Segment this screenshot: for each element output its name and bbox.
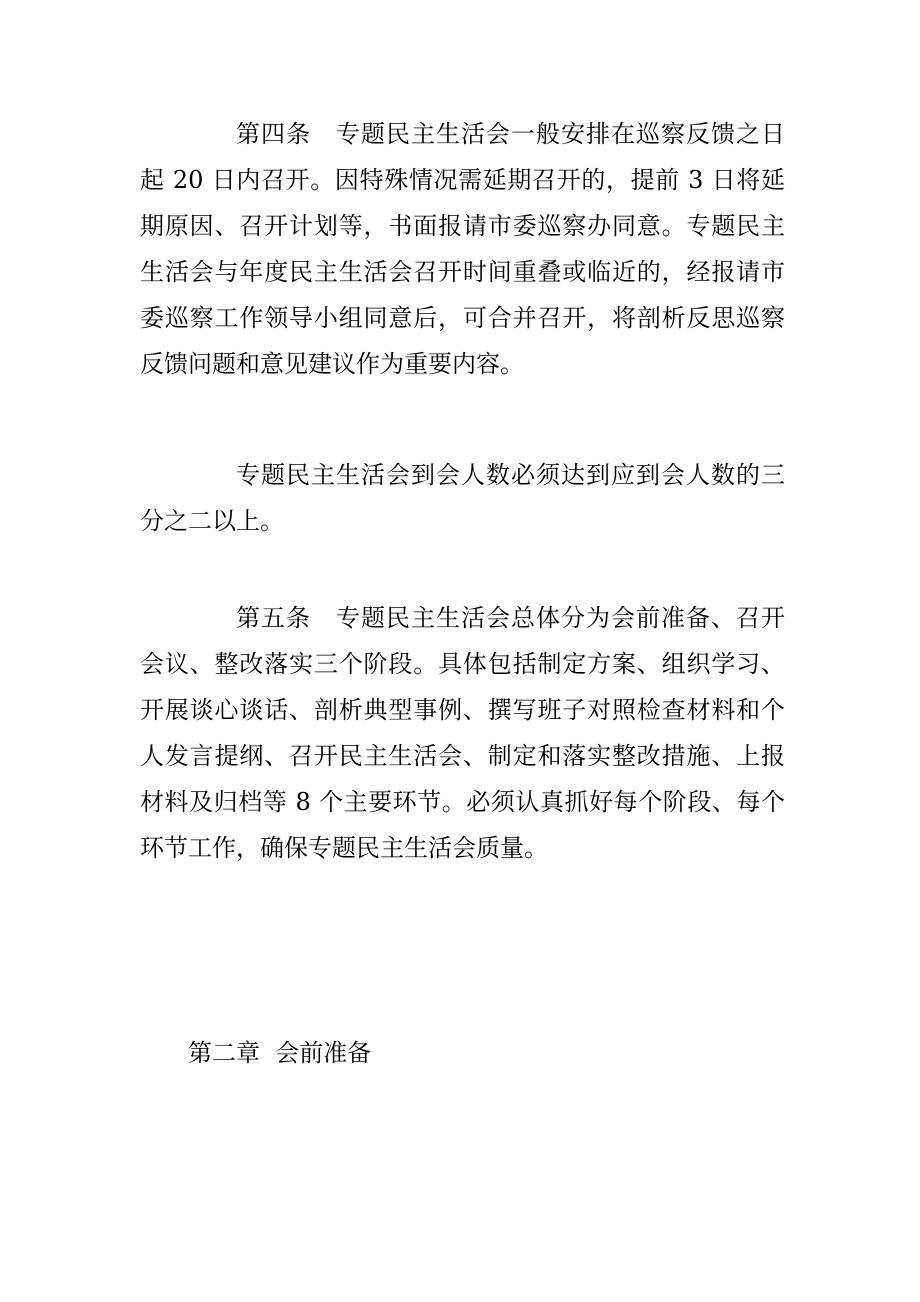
article-4-paragraph: 第四条 专题民主生活会一般安排在巡察反馈之日起 20 日内召开。因特殊情况需延期召开的，提前 3 日将延期原因、召开计划等，书面报请市委巡察办同意。专题民主生活会与年度民主生活会召开时间重叠或临近的，经报请市委巡察工作领导小组同意后，可合并召开，将剖析反思巡察反馈问题和意见建议作为重要内容。 [140,120,785,378]
attendance-paragraph: 专题民主生活会到会人数必须达到应到会人数的三分之二以上。 [140,461,785,535]
article-5-paragraph: 第五条 专题民主生活会总体分为会前准备、召开会议、整改落实三个阶段。具体包括制定方案、组织学习、开展谈心谈话、剖析典型事例、撰写班子对照检查材料和个人发言提纲、召开民主生活会、制定和落实整改措施、上报材料及归档等 8 个主要环节。必须认真抓好每个阶段、每个环节工作，确保专题民主生活会质量。 [140,604,785,862]
chapter-2-heading: 第二章 会前准备 [188,1039,372,1067]
